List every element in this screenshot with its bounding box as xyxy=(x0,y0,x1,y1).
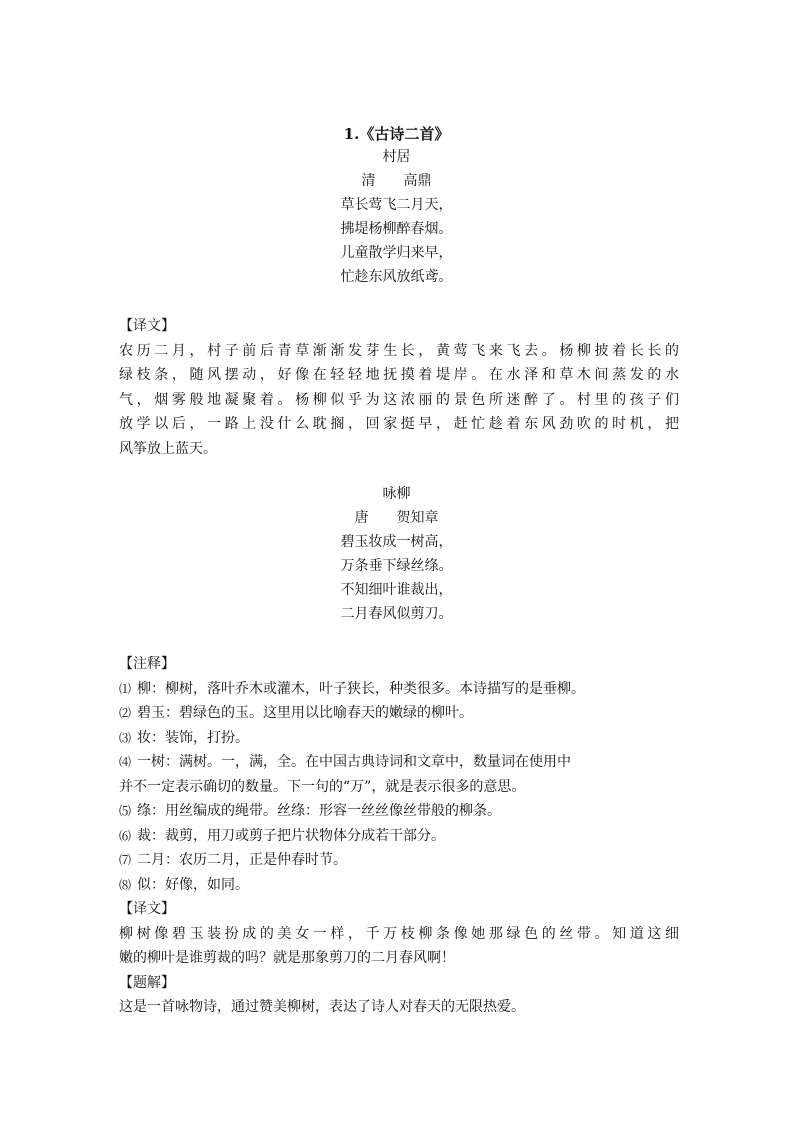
section-heading: 【译文】 xyxy=(119,318,175,334)
poem-cunju xyxy=(0,145,793,289)
note-text: 妆：装饰，打扮。 xyxy=(137,729,249,746)
poem-line: 草长莺飞二月天， xyxy=(340,197,453,213)
note-number: ⑷ xyxy=(119,755,132,769)
section-heading: 【题解】 xyxy=(119,974,175,991)
paragraph-line: 农历二月，村子前后青草渐渐发芽生长，黄莺飞来飞去。杨柳披着长长的 xyxy=(119,342,679,359)
note-text: 似：好像，如同。 xyxy=(137,876,249,893)
note-number: ⑸ xyxy=(119,804,132,818)
notes-section xyxy=(119,652,679,1020)
note-item xyxy=(119,677,679,702)
paragraph-line: 放学以后，一路上没什么耽搁，回家挺早，赶忙趁着东风劲吹的时机，把 xyxy=(119,416,679,432)
note-item xyxy=(119,873,679,898)
poem-author: 清 高鼎 xyxy=(361,173,432,189)
paragraph-line: 柳树像碧玉装扮成的美女一样，千万枝柳条像她那绿色的丝带。知道这细 xyxy=(119,925,679,942)
paragraph-line: 绿枝条，随风摆动，好像在轻轻地抚摸着堤岸。在水泽和草木间蒸发的水 xyxy=(119,367,679,383)
note-number: ⑵ xyxy=(119,706,132,720)
paragraph-line: 气，烟雾般地凝聚着。杨柳似乎为这浓丽的景色所迷醉了。村里的孩子们 xyxy=(119,391,679,408)
translation-section-1 xyxy=(119,314,679,461)
poem-yongliu xyxy=(0,482,793,626)
paragraph-line: 风筝放上蓝天。 xyxy=(119,440,217,457)
poem-line: 儿童散学归来早， xyxy=(340,245,453,261)
poem-name: 村居 xyxy=(382,149,411,165)
section-heading: 【译文】 xyxy=(119,901,175,917)
note-text: 绦：用丝编成的绳带。丝绦：形容一丝丝像丝带般的柳条。 xyxy=(137,803,501,819)
poem-line: 二月春风似剪刀。 xyxy=(340,606,453,622)
note-number: ⑻ xyxy=(119,877,132,892)
poem-line: 忙趁东风放纸鸢。 xyxy=(340,269,453,285)
poem-line: 万条垂下绿丝绦。 xyxy=(340,558,453,574)
poem-line: 碧玉妆成一树高， xyxy=(340,534,453,550)
note-number: ⑶ xyxy=(119,730,132,745)
note-item xyxy=(119,701,679,726)
note-number: ⑹ xyxy=(119,828,132,843)
note-text: 裁：裁剪，用刀或剪子把片状物体分成若干部分。 xyxy=(137,827,445,844)
section-heading: 【注释】 xyxy=(119,656,175,672)
paragraph-line: 嫩的柳叶是谁剪裁的吗？就是那象剪刀的二月春风啊！ xyxy=(119,950,455,966)
note-item xyxy=(119,750,679,775)
note-item xyxy=(119,799,679,824)
poem-line: 不知细叶谁裁出， xyxy=(340,582,453,598)
note-item xyxy=(119,726,679,751)
note-text: 一树：满树。一，满，全。在中国古典诗词和文章中，数量词在使用中 xyxy=(137,754,571,770)
note-item-continuation: 并不一定表示确切的数量。下一句的“万”，就是表示很多的意思。 xyxy=(119,778,526,795)
page-title: 1.《古诗二首》 xyxy=(343,125,450,143)
note-text: 碧玉：碧绿色的玉。这里用以比喻春天的嫩绿的柳叶。 xyxy=(137,705,473,721)
paragraph-line: 这是一首咏物诗，通过赞美柳树，表达了诗人对春天的无限热爱。 xyxy=(119,999,525,1015)
poem-line: 拂堤杨柳醉春烟。 xyxy=(340,221,453,237)
note-item xyxy=(119,824,679,849)
poem-author: 唐 贺知章 xyxy=(354,510,439,526)
note-number: ⑴ xyxy=(119,681,132,696)
note-item xyxy=(119,848,679,873)
poem-name: 咏柳 xyxy=(382,486,411,502)
note-text: 柳：柳树，落叶乔木或灌木，叶子狭长，种类很多。本诗描写的是垂柳。 xyxy=(137,680,585,697)
note-text: 二月：农历二月，正是仲春时节。 xyxy=(137,852,347,868)
note-number: ⑺ xyxy=(119,853,132,867)
